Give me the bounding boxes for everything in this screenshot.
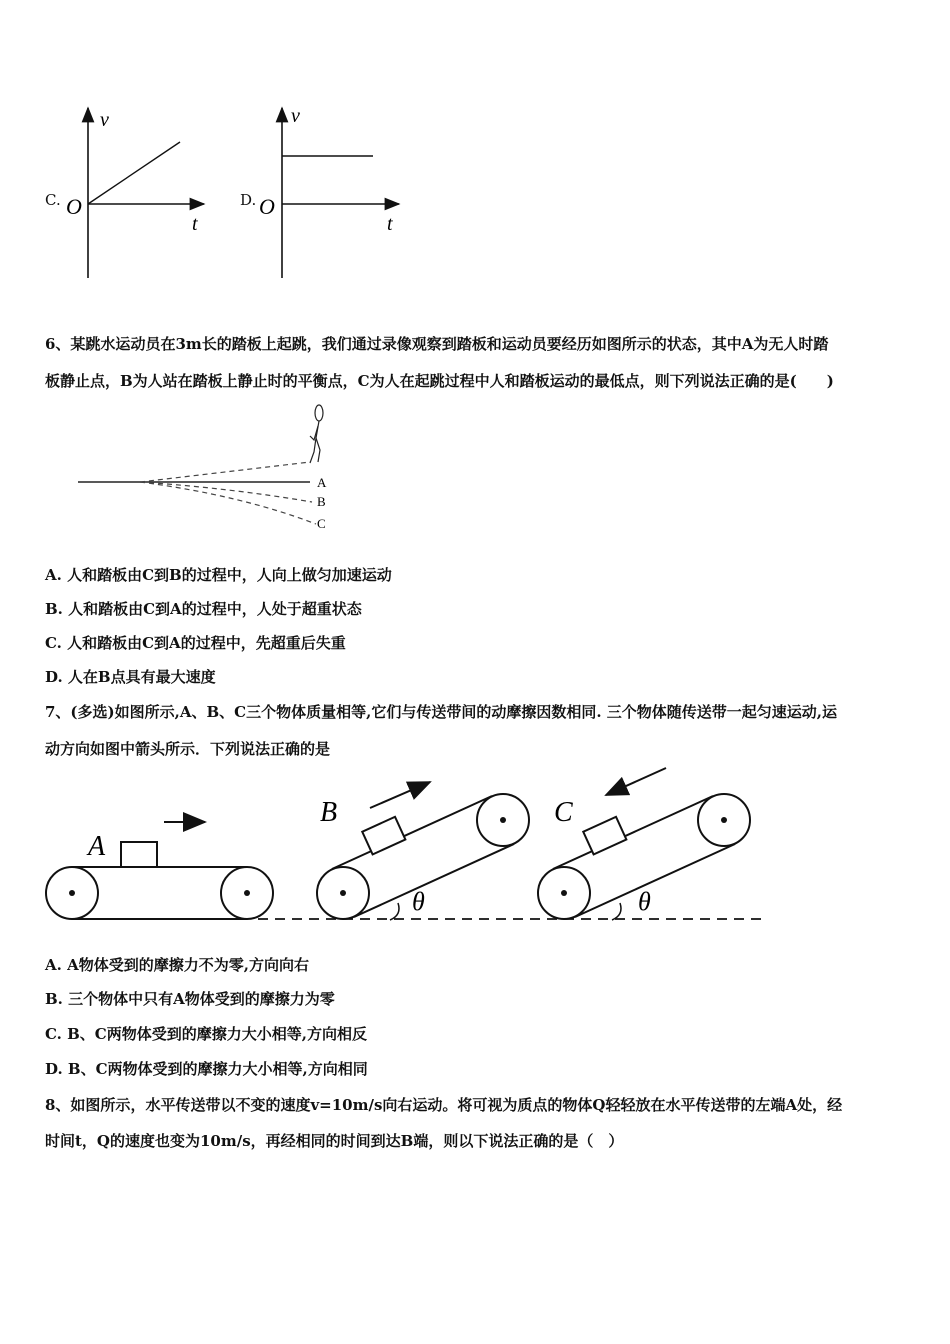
board-label-a: A [317, 475, 327, 490]
board-position-b [140, 482, 312, 502]
angle-label-b: θ [412, 887, 425, 916]
q6-option-b[interactable]: B. 人和踏板由C到A的过程中，人处于超重状态 [45, 600, 362, 618]
angle-label-c: θ [638, 887, 651, 916]
block-b-label: B [320, 797, 338, 828]
option-d-label: D. [240, 191, 257, 209]
graph-d-v-label: v [291, 105, 300, 127]
board-position-a [140, 462, 310, 482]
q8-stem-line1: 8、如图所示，水平传送带以不变的速度v=10m/s向右运动。将可视为质点的物体Q轻轻放在水平传送带的左端A处，经 [45, 1096, 843, 1114]
graph-c-origin: O [66, 194, 82, 219]
block-a [121, 842, 157, 867]
graph-c [60, 100, 220, 285]
q6-option-d[interactable]: D. 人在B点具有最大速度 [45, 668, 216, 686]
graph-c-t-label: t [192, 213, 198, 235]
q7-stem-line2: 动方向如图中箭头所示．下列说法正确的是 [45, 740, 331, 758]
q7-option-b[interactable]: B. 三个物体中只有A物体受到的摩擦力为零 [45, 990, 335, 1008]
arrow-c [606, 768, 666, 795]
graph-d-origin: O [259, 194, 275, 219]
arrow-b [370, 782, 430, 808]
q8-stem-line2: 时间t，Q的速度也变为10m/s，再经相同的时间到达B端，则以下说法正确的是（ ） [45, 1132, 624, 1150]
conveyor-figure [40, 765, 770, 930]
q6-option-c[interactable]: C. 人和踏板由C到A的过程中，先超重后失重 [45, 634, 346, 652]
graph-c-v-label: v [100, 109, 109, 131]
option-c-label: C. [45, 191, 61, 209]
block-a-label: A [88, 831, 106, 862]
diver-figure [310, 405, 323, 463]
block-b [362, 817, 405, 855]
belt-a [46, 867, 273, 919]
graph-c-line [88, 142, 180, 204]
q7-stem-line1: 7、(多选)如图所示,A、B、C三个物体质量相等,它们与传送带间的动摩擦因数相同. 三个物体随传送带一起匀速运动,运 [45, 703, 838, 721]
q6-option-a[interactable]: A. 人和踏板由C到B的过程中，人向上做匀加速运动 [45, 566, 392, 584]
graph-d [255, 100, 415, 285]
block-c-label: C [554, 797, 573, 828]
q7-option-d[interactable]: D. B、C两物体受到的摩擦力大小相等,方向相同 [45, 1060, 368, 1078]
board-label-b: B [317, 494, 326, 509]
board-label-c: C [317, 516, 326, 531]
q7-option-a[interactable]: A. A物体受到的摩擦力不为零,方向向右 [45, 956, 309, 974]
q6-stem-line1: 6、某跳水运动员在3m长的踏板上起跳，我们通过录像观察到踏板和运动员要经历如图所示的状态，其中A为无人时踏 [45, 335, 829, 353]
angle-arc-c [612, 903, 621, 920]
q7-option-c[interactable]: C. B、C两物体受到的摩擦力大小相等,方向相反 [45, 1025, 367, 1043]
q6-stem-line2: 板静止点，B为人站在踏板上静止时的平衡点，C为人在起跳过程中人和踏板运动的最低点，则下列说法正确的是( ) [45, 372, 834, 390]
block-c [583, 817, 626, 855]
angle-arc-b [390, 903, 399, 920]
diving-board-figure [70, 400, 340, 535]
graph-d-t-label: t [387, 213, 393, 235]
board-position-c [140, 482, 316, 524]
